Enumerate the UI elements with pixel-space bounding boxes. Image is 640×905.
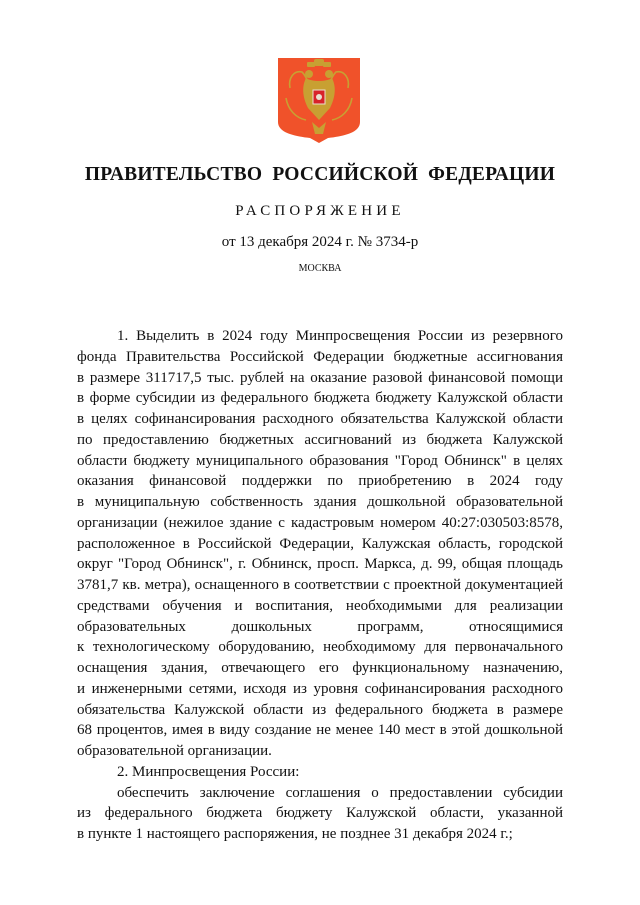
text-line: средствами обучения и воспитания, необходимыми для реализации	[77, 597, 563, 614]
document-body	[77, 326, 563, 845]
text-line: обязательства Калужской области из федерального бюджета в размере	[77, 701, 563, 718]
text-line: обеспечить заключение соглашения о предоставлении субсидии	[117, 784, 563, 801]
text-line: по предоставлению бюджетных ассигнований из бюджета Калужской	[77, 431, 563, 448]
text-line: в пункте 1 настоящего распоряжения, не позднее 31 декабря 2024 г.;	[77, 826, 513, 842]
text-line: 2. Минпросвещения России:	[117, 763, 300, 780]
text-line: в размере 311717,5 тыс. рублей на оказание разовой финансовой помощи	[77, 369, 563, 386]
text-line: образовательных дошкольных программ, относящимися	[77, 618, 563, 635]
text-line: фонда Правительства Российской Федерации бюджетные ассигнования	[77, 348, 563, 365]
text-line: к технологическому оборудованию, необходимому для первоначального	[77, 639, 563, 656]
text-line: области бюджету муниципального образования "Город Обнинск" в целях	[77, 452, 563, 469]
text-line: 1. Выделить в 2024 году Минпросвещения России из резервного	[117, 328, 563, 344]
text-line: из федерального бюджета бюджету Калужской области, указанной	[77, 805, 563, 822]
text-line: расположенное в Российской Федерации, Калужская область, городской	[77, 535, 563, 552]
text-line: образовательной организации.	[77, 743, 272, 759]
text-line: оказания финансовой поддержки по приобретению в 2024 году	[77, 473, 563, 490]
text-line: 68 процентов, имея в виду создание не менее 140 мест в этой дошкольной	[77, 722, 563, 739]
text-line: в муниципальную собственность здания дошкольной образовательной	[77, 494, 563, 510]
document-type: РАСПОРЯЖЕНИЕ	[235, 203, 405, 219]
text-line: в целях софинансирования расходного обязательства Калужской области	[77, 411, 563, 427]
text-line: организации (нежилое здание с кадастровым номером 40:27:030503:8578,	[77, 514, 563, 531]
government-title: ПРАВИТЕЛЬСТВО РОССИЙСКОЙ ФЕДЕРАЦИИ	[84, 164, 556, 185]
text-line: в форме субсидии из федерального бюджета бюджету Калужской области	[77, 390, 563, 407]
document-city: МОСКВА	[298, 263, 342, 274]
text-line: округ "Город Обнинск", г. Обнинск, просп. Маркса, д. 99, общая площадь	[77, 556, 563, 573]
russian-coat-of-arms-icon	[276, 56, 362, 144]
document-date-number: от 13 декабря 2024 г. № 3734-р	[221, 234, 419, 250]
text-line: 3781,7 кв. метра), оснащенного в соответствии с проектной документацией	[77, 577, 563, 593]
text-line: и инженерными сетями, исходя из уровня софинансирования расходного	[77, 680, 563, 697]
text-line: оснащения здания, отвечающего его функциональному назначению,	[77, 660, 563, 676]
